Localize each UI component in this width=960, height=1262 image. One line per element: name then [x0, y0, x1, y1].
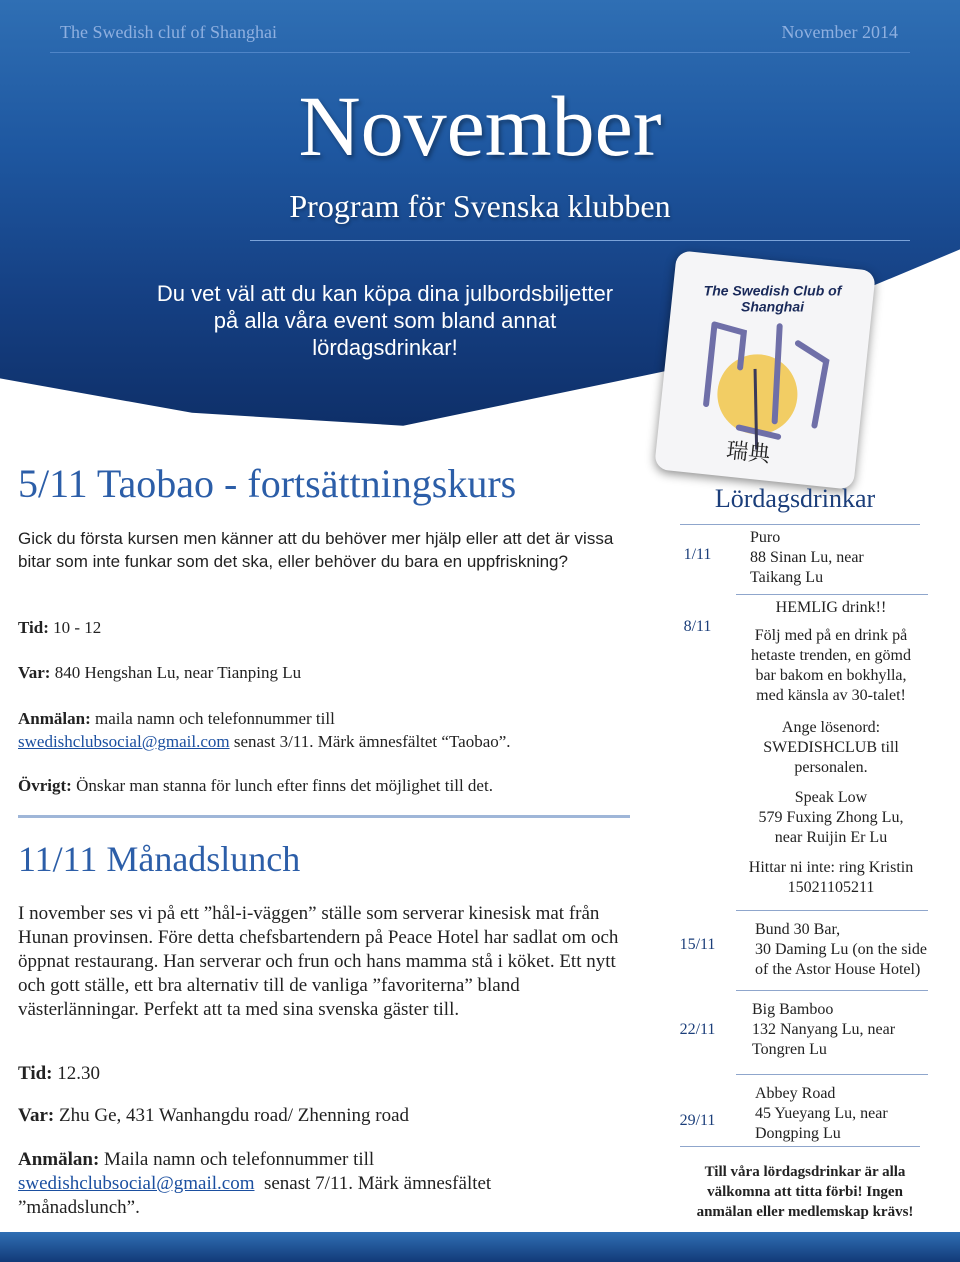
email-link[interactable]: swedishclubsocial@gmail.com — [18, 1173, 255, 1194]
venue-abbey-road: Abbey Road 45 Yueyang Lu, near Dongping Lu — [755, 1085, 888, 1142]
lunch-time: Tid: 12.30 — [18, 1063, 101, 1084]
divider — [50, 52, 910, 53]
taobao-time: Tid: 10 - 12 — [18, 618, 102, 637]
divider — [680, 524, 920, 525]
section-heading-lunch: 11/11 Månadslunch — [18, 839, 301, 879]
email-link[interactable]: swedishclubsocial@gmail.com — [18, 732, 230, 751]
divider — [736, 594, 928, 595]
club-logo — [654, 250, 876, 490]
taobao-intro: Gick du första kursen men känner att du behöver mer hjälp eller att det är vissa bitar som inte funkar som det ska, eller behöver du bara en uppfriskning? — [18, 529, 614, 571]
lunch-location: Var: Zhu Ge, 431 Wanhangdu road/ Zhenning road — [18, 1105, 410, 1126]
sidebar-note: Till våra lördagsdrinkar är alla välkomna att titta förbi! Ingen anmälan eller medlemskap krävs! — [696, 1164, 914, 1220]
venue-speak-low: HEMLIG drink!! Följ med på en drink på hetaste trenden, en gömd bar bakom en bokhylla, med känsla av 30-talet! Ange lösenord: SWEDISHCLUB till personalen. Speak Low 579 Fuxing Zhong Lu, near Ruijin Er Lu Hittar ni inte: ring Kristin 15021105211 — [748, 599, 914, 896]
page-title: November — [298, 78, 662, 174]
section-heading-taobao: 5/11 Taobao - fortsättningskurs — [18, 461, 517, 506]
promo-text: Du vet väl att du kan köpa dina julbordsbiljetter på alla våra event som bland annat lördagsdrinkar! — [156, 281, 614, 360]
divider — [736, 990, 928, 991]
event-date: 15/11 — [679, 936, 716, 953]
event-date: 22/11 — [679, 1021, 716, 1038]
divider — [18, 815, 630, 818]
venue-puro: Puro 88 Sinan Lu, near Taikang Lu — [750, 529, 864, 586]
taobao-signup: Anmälan: maila namn och telefonnummer till swedishclubsocial@gmail.com senast 3/11. Märk ämnesfältet “Taobao”. — [18, 709, 511, 751]
event-date: 29/11 — [679, 1112, 716, 1129]
divider — [736, 1074, 928, 1075]
divider — [736, 910, 928, 911]
logo-text: The Swedish Club of Shanghai — [703, 282, 842, 315]
lunch-signup: Anmälan: Maila namn och telefonnummer till swedishclubsocial@gmail.com senast 7/11. Märk ämnesfältet ”månadslunch”. — [18, 1149, 492, 1218]
venue-big-bamboo: Big Bamboo 132 Nanyang Lu, near Tongren Lu — [752, 1001, 896, 1058]
sidebar-title: Lördagsdrinkar — [714, 484, 876, 513]
divider — [680, 1146, 920, 1147]
page-subtitle: Program för Svenska klubben — [289, 188, 671, 224]
event-date: 8/11 — [683, 618, 712, 635]
lunch-intro: I november ses vi på ett ”hål-i-väggen” ställe som serverar kinesisk mat från Hunan provinsen. Före detta chefsbartendern på Peace Hotel har sadlat om och öppnat restaurang. Han serverar och frun och hans mamma stå i köket. Ett nytt och gott ställe, ett bra alternativ till de vanliga ”favoriterna” bland västerlänningar. Perfekt att ta med sina svenska gäster till. — [18, 903, 619, 1020]
club-name: The Swedish cluf of Shanghai — [60, 22, 277, 42]
logo-chinese: 瑞典 — [725, 437, 772, 467]
issue-date: November 2014 — [781, 22, 898, 42]
event-date: 1/11 — [683, 546, 712, 563]
footer-bar — [0, 1232, 960, 1262]
taobao-other: Övrigt: Önskar man stanna för lunch efter finns det möjlighet till det. — [18, 776, 493, 795]
taobao-location: Var: 840 Hengshan Lu, near Tianping Lu — [18, 663, 302, 682]
divider — [250, 240, 910, 241]
header-top-row — [60, 22, 898, 48]
venue-bund-30: Bund 30 Bar, 30 Daming Lu (on the side of the Astor House Hotel) — [755, 921, 927, 978]
